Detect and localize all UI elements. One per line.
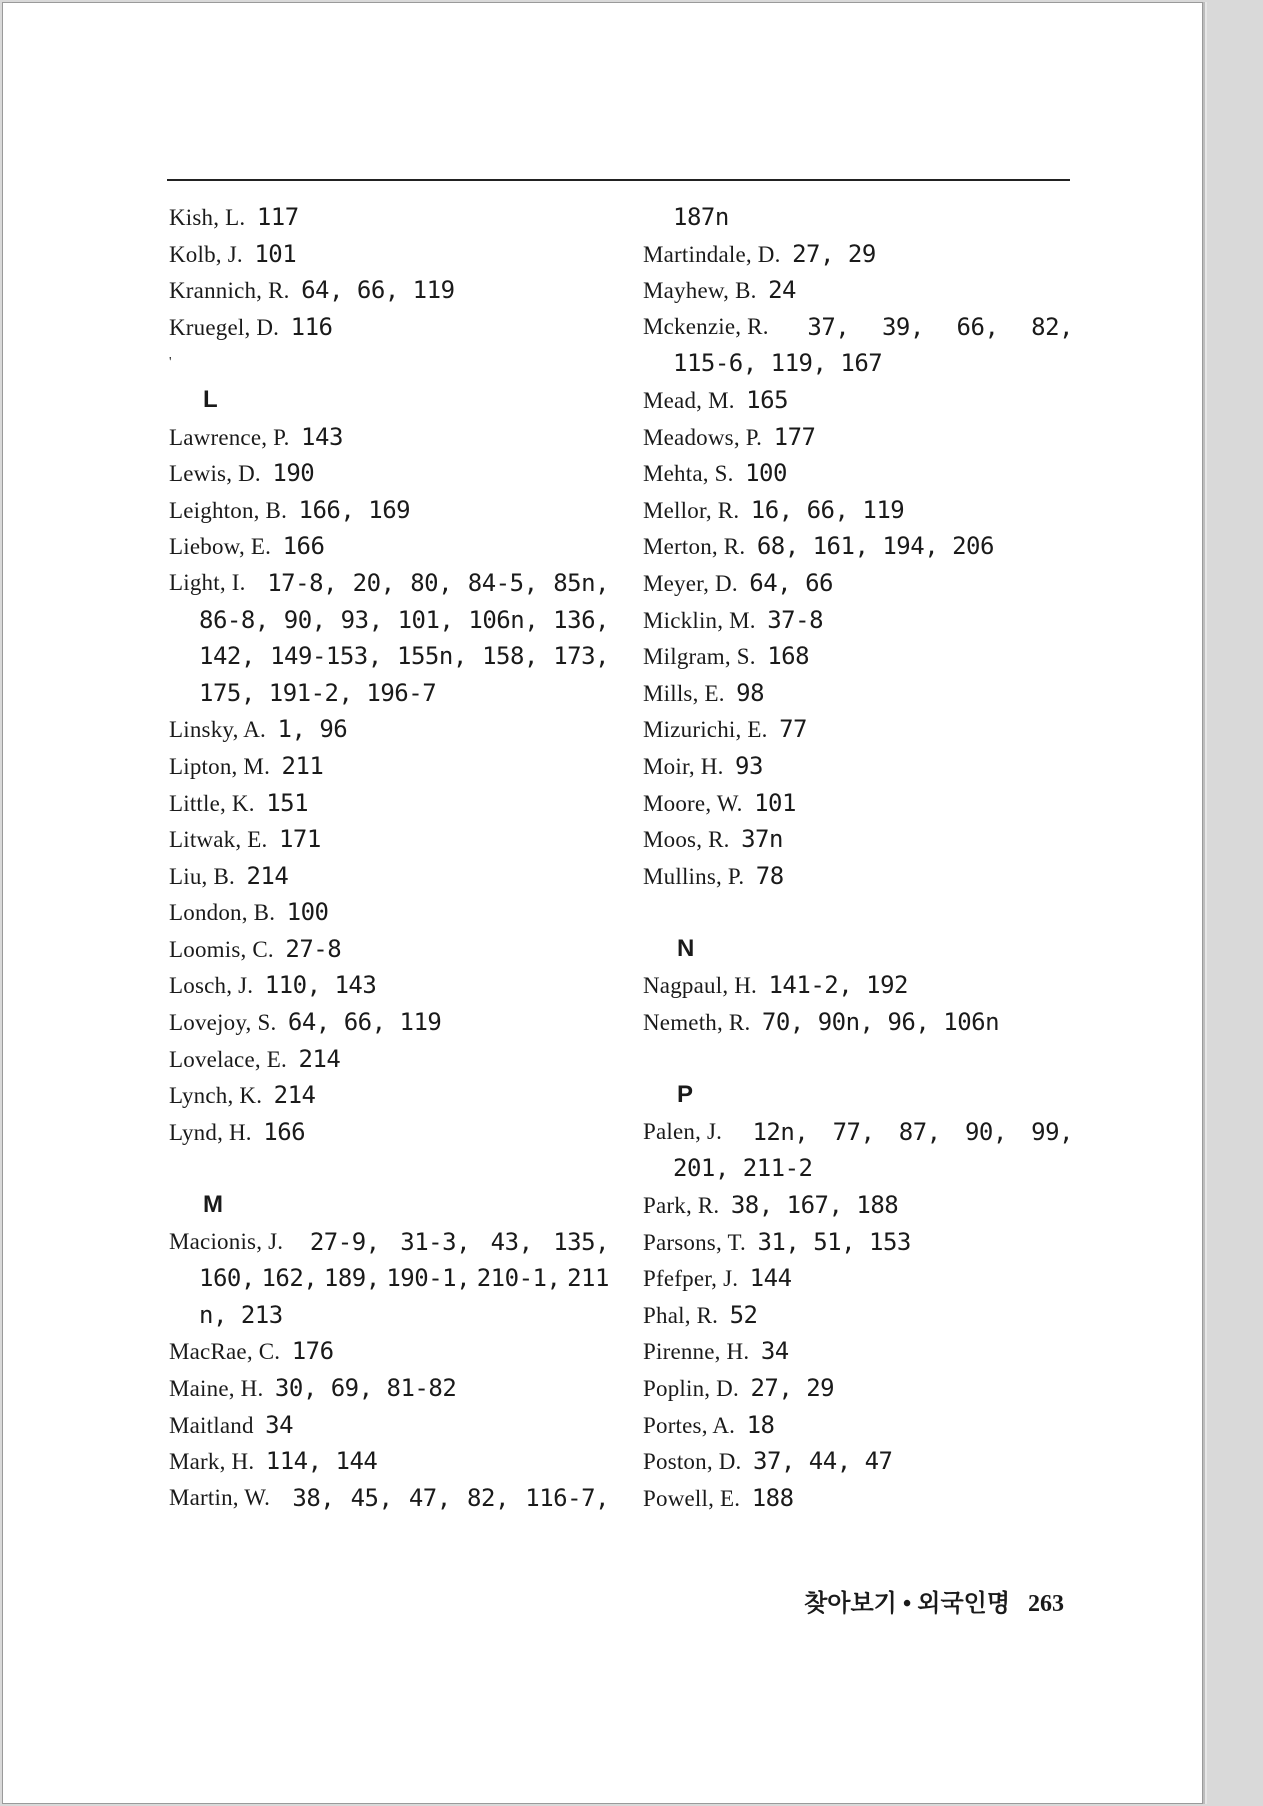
entry-name: Light, I.	[169, 569, 246, 595]
entry-name: Moir, H.	[643, 753, 724, 779]
index-entry	[643, 1480, 1073, 1517]
entry-name: Lynch, K.	[169, 1083, 263, 1109]
entry-pages: 27, 29	[792, 239, 876, 268]
index-entry	[169, 1004, 609, 1041]
index-entry	[169, 1041, 609, 1078]
entry-name: Mellor, R.	[643, 497, 740, 523]
entry-name: Loomis, C.	[169, 936, 274, 962]
entry-page-ref: 77,	[832, 1117, 875, 1146]
entry-pages: 27, 29	[750, 1374, 835, 1402]
index-entry	[169, 1114, 609, 1151]
index-entry	[169, 236, 609, 273]
entry-name: Moos, R.	[643, 827, 730, 853]
footer-section-title: 찾아보기 • 외국인명	[804, 1591, 1010, 1617]
index-entry	[643, 1333, 1073, 1370]
index-entry	[643, 528, 1073, 565]
entry-name: Pfefper, J.	[643, 1266, 739, 1292]
entry-name: Nagpaul, H.	[643, 973, 757, 999]
index-entry	[643, 821, 1073, 858]
entry-name: Losch, J.	[169, 973, 254, 999]
entry-pages: 16, 66, 119	[750, 495, 905, 524]
entry-page-ref: 99,	[1031, 1117, 1073, 1146]
entry-name: Kish, L.	[169, 205, 246, 230]
entry-name: Mckenzie, R.	[643, 313, 769, 339]
index-entry	[169, 1443, 609, 1480]
entry-page-ref: 136,	[553, 605, 609, 634]
index-entry	[169, 492, 609, 529]
entry-pages: 100	[745, 459, 787, 488]
entry-page-ref: 162,	[261, 1264, 318, 1293]
index-entry	[643, 419, 1073, 456]
entry-pages: 141-2, 192	[768, 971, 908, 1000]
entry-name: Kruegel, D.	[169, 314, 280, 340]
index-entry	[169, 1480, 609, 1517]
entry-pages: 117	[256, 203, 299, 231]
entry-pages: 168	[767, 642, 810, 671]
page-number: 263	[1028, 1591, 1064, 1617]
entry-name: Powell, E.	[643, 1485, 741, 1511]
entry-page-ref: 210-1,	[476, 1264, 561, 1293]
blank-line	[169, 1150, 609, 1187]
entry-name: Kolb, J.	[169, 241, 243, 267]
entry-pages: 166	[282, 532, 325, 561]
entry-name: Milgram, S.	[643, 644, 756, 670]
entry-page-ref: 47,	[408, 1483, 451, 1512]
entry-pages: 175, 191-2, 196-7	[199, 678, 437, 707]
entry-name: Krannich, R.	[169, 278, 290, 304]
index-entry	[643, 785, 1073, 822]
document-page	[2, 2, 1203, 1804]
entry-page-ref: 87,	[898, 1117, 941, 1146]
entry-name: Lynd, H.	[169, 1119, 252, 1145]
entry-name: Mullins, P.	[643, 863, 745, 889]
entry-pages: 101	[254, 239, 297, 268]
entry-pages: 34	[265, 1410, 294, 1439]
entry-name: Liebow, E.	[169, 534, 272, 560]
index-entry-continuation	[643, 345, 1073, 382]
entry-pages: 201, 211-2	[673, 1154, 813, 1183]
entry-name: Maitland	[169, 1412, 254, 1438]
entry-pages: 101	[754, 788, 796, 817]
index-entry	[643, 1407, 1073, 1444]
entry-pages: 166	[263, 1117, 306, 1146]
index-entry	[169, 1224, 609, 1261]
entry-page-ref: 90,	[964, 1117, 1007, 1146]
entry-pages: 143	[301, 422, 343, 451]
entry-name: Macionis, J.	[169, 1228, 284, 1254]
entry-pages: 64, 66, 119	[301, 276, 455, 305]
entry-page-ref: 93,	[340, 605, 383, 634]
index-entry-continuation	[169, 675, 609, 712]
entry-page-ref: 31-3,	[400, 1227, 471, 1256]
entry-page-ref: 190-1,	[386, 1264, 471, 1293]
entry-name: Linsky, A.	[169, 717, 266, 743]
entry-page-ref: 211	[567, 1264, 609, 1293]
index-entry-continuation	[169, 602, 609, 639]
index-entry	[169, 565, 609, 602]
entry-page-ref: 160,	[199, 1264, 255, 1293]
entry-page-ref: 84-5,	[467, 568, 538, 597]
index-entry	[643, 236, 1073, 273]
header-rule	[167, 179, 1070, 181]
blank-line	[643, 894, 1073, 931]
entry-pages: 38, 167, 188	[730, 1191, 899, 1220]
entry-name: London, B.	[169, 900, 276, 926]
index-entry	[169, 821, 609, 858]
index-entry-continuation	[169, 1260, 609, 1297]
entry-name: Pirenne, H.	[643, 1339, 750, 1365]
index-column-right	[643, 199, 1073, 1516]
entry-page-ref: 85n,	[553, 568, 609, 597]
entry-pages: 177	[773, 422, 816, 451]
entry-name: Liu, B.	[169, 863, 235, 889]
entry-name: Palen, J.	[643, 1118, 723, 1144]
entry-page-ref: 149-153,	[270, 642, 382, 671]
index-entry	[169, 272, 609, 309]
entry-name: Lipton, M.	[169, 753, 271, 779]
index-entry	[643, 492, 1073, 529]
index-entry	[169, 199, 609, 236]
entry-page-ref: 17-8,	[267, 568, 337, 597]
entry-name: Leighton, B.	[169, 497, 288, 523]
entry-pages: 27-8	[285, 934, 342, 963]
index-entry-continuation	[169, 638, 609, 675]
entry-name: Poplin, D.	[643, 1376, 739, 1401]
stray-mark: '	[169, 355, 172, 371]
entry-pages: 34	[760, 1337, 789, 1366]
entry-page-ref: 66,	[956, 312, 999, 341]
entry-pages: 114, 144	[265, 1447, 378, 1476]
entry-pages: 214	[298, 1044, 341, 1073]
entry-pages: 100	[286, 898, 329, 927]
index-entry	[643, 1370, 1073, 1407]
page-footer	[804, 1583, 1064, 1618]
entry-page-ref: 86-8,	[199, 605, 269, 634]
index-entry	[169, 528, 609, 565]
entry-pages: 64, 66	[749, 568, 833, 597]
entry-page-ref: 173,	[553, 642, 609, 671]
entry-page-ref: 101,	[397, 605, 454, 634]
index-entry	[643, 1297, 1073, 1334]
entry-page-ref: 80,	[410, 568, 453, 597]
entry-name: Phal, R.	[643, 1302, 719, 1328]
entry-name: Park, R.	[643, 1193, 720, 1219]
entry-pages: 52	[729, 1300, 758, 1329]
index-entry	[643, 711, 1073, 748]
index-entry	[643, 1114, 1073, 1151]
entry-page-ref: 90,	[283, 605, 326, 634]
entry-page-ref: 155n,	[397, 642, 467, 671]
entry-pages: 70, 90n, 96, 106n	[761, 1008, 1000, 1037]
index-entry	[169, 967, 609, 1004]
entry-page-ref: 82,	[1031, 312, 1073, 341]
entry-name: Poston, D.	[643, 1449, 742, 1475]
entry-pages: 165	[746, 385, 789, 414]
entry-page-ref: 189,	[323, 1264, 380, 1293]
entry-name: Lovelace, E.	[169, 1046, 287, 1072]
index-entry	[643, 1004, 1073, 1041]
entry-name: Micklin, M.	[643, 607, 756, 633]
entry-name: Meyer, D.	[643, 570, 738, 596]
entry-page-ref: 12n,	[752, 1117, 809, 1146]
index-entry	[169, 711, 609, 748]
index-entry	[643, 675, 1073, 712]
entry-pages: 116	[290, 312, 333, 341]
index-entry	[643, 638, 1073, 675]
entry-page-ref: 135,	[553, 1227, 609, 1256]
entry-name: Lewis, D.	[169, 461, 261, 487]
entry-pages: 18	[746, 1410, 775, 1439]
entry-pages: 1, 96	[277, 715, 348, 744]
entry-name: Mehta, S.	[643, 461, 734, 487]
index-entry	[169, 419, 609, 456]
index-entry-continuation	[643, 1150, 1073, 1187]
entry-name: Portes, A.	[643, 1412, 736, 1438]
entry-pages: 171	[278, 825, 321, 854]
entry-page-ref: 39,	[881, 312, 924, 341]
entry-page-ref: 27-9,	[309, 1227, 380, 1256]
entry-pages: 110, 143	[264, 971, 377, 1000]
entry-pages: n, 213	[199, 1300, 283, 1329]
entry-pages: 144	[749, 1264, 792, 1293]
entry-page-ref: 116-7,	[525, 1483, 609, 1512]
index-entry	[643, 455, 1073, 492]
entry-pages: 211	[281, 751, 324, 780]
entry-pages: 115-6, 119, 167	[673, 349, 883, 378]
entry-pages: 78	[755, 861, 784, 890]
index-entry	[643, 1443, 1073, 1480]
index-letter-heading: N	[677, 934, 695, 962]
entry-pages: 37, 44, 47	[753, 1447, 893, 1476]
index-entry-continuation	[643, 199, 1073, 236]
entry-page-ref: 43,	[490, 1227, 533, 1256]
entry-page-ref: 82,	[467, 1483, 509, 1512]
entry-pages: 93	[735, 751, 763, 780]
entry-name: Maine, H.	[169, 1376, 264, 1401]
entry-pages: 24	[768, 276, 796, 305]
index-letter-heading: P	[677, 1081, 694, 1109]
entry-name: Mead, M.	[643, 387, 735, 413]
entry-page-ref: 20,	[352, 568, 395, 597]
index-entry	[169, 455, 609, 492]
entry-name: Merton, R.	[643, 534, 746, 560]
entry-name: Parsons, T.	[643, 1229, 746, 1255]
entry-page-ref: 106n,	[468, 605, 539, 634]
entry-pages: 37n	[741, 825, 783, 854]
index-entry	[169, 309, 609, 346]
blank-line	[643, 1041, 1073, 1078]
index-entry	[643, 309, 1073, 346]
index-entry	[169, 785, 609, 822]
index-entry	[169, 1370, 609, 1407]
entry-name: Lovejoy, S.	[169, 1010, 277, 1036]
index-entry	[643, 748, 1073, 785]
index-entry	[169, 1407, 609, 1444]
entry-page-ref: 158,	[482, 642, 538, 671]
entry-name: Litwak, E.	[169, 827, 268, 853]
entry-pages: 214	[246, 861, 289, 890]
entry-name: MacRae, C.	[169, 1339, 281, 1365]
entry-pages: 190	[272, 459, 315, 488]
index-entry	[643, 565, 1073, 602]
entry-name: Mark, H.	[169, 1449, 255, 1475]
entry-pages: 151	[266, 788, 309, 817]
entry-pages: 188	[751, 1483, 794, 1512]
index-entry	[169, 858, 609, 895]
entry-name: Martindale, D.	[643, 241, 781, 267]
entry-pages: 37-8	[767, 605, 824, 634]
index-entry	[169, 1333, 609, 1370]
index-letter-heading: M	[203, 1191, 223, 1219]
entry-pages: 98	[736, 678, 765, 707]
index-entry-continuation	[169, 1297, 609, 1334]
index-entry	[643, 1224, 1073, 1261]
index-entry	[643, 1260, 1073, 1297]
entry-name: Mayhew, B.	[643, 278, 757, 304]
entry-pages: 30, 69, 81-82	[274, 1374, 457, 1402]
index-entry	[643, 382, 1073, 419]
index-entry	[643, 602, 1073, 639]
entry-pages: 214	[273, 1081, 316, 1110]
index-entry	[643, 272, 1073, 309]
index-entry	[169, 894, 609, 931]
entry-pages: 31, 51, 153	[757, 1227, 911, 1256]
index-letter-heading: L	[203, 385, 218, 413]
entry-pages: 187n	[673, 203, 729, 231]
entry-name: Mizurichi, E.	[643, 717, 768, 743]
entry-name: Moore, W.	[643, 790, 743, 816]
entry-pages: 166, 169	[298, 495, 411, 524]
entry-pages: 77	[779, 715, 808, 744]
entry-name: Meadows, P.	[643, 424, 763, 450]
entry-page-ref: 37,	[807, 312, 850, 341]
index-column-left	[169, 199, 609, 1516]
entry-name: Martin, W.	[169, 1484, 271, 1510]
entry-page-ref: 142,	[199, 642, 255, 671]
index-entry	[169, 748, 609, 785]
entry-pages: 176	[291, 1337, 334, 1366]
entry-pages: 68, 161, 194, 206	[756, 532, 994, 561]
entry-name: Lawrence, P.	[169, 424, 290, 450]
entry-name: Nemeth, R.	[643, 1010, 751, 1036]
entry-name: Little, K.	[169, 790, 255, 816]
entry-name: Mills, E.	[643, 680, 725, 706]
index-entry	[643, 967, 1073, 1004]
entry-page-ref: 38,	[292, 1483, 335, 1512]
index-entry	[169, 931, 609, 968]
index-entry	[643, 1187, 1073, 1224]
entry-page-ref: 45,	[350, 1483, 393, 1512]
index-entry	[643, 858, 1073, 895]
index-entry	[169, 1077, 609, 1114]
entry-pages: 64, 66, 119	[287, 1008, 442, 1037]
